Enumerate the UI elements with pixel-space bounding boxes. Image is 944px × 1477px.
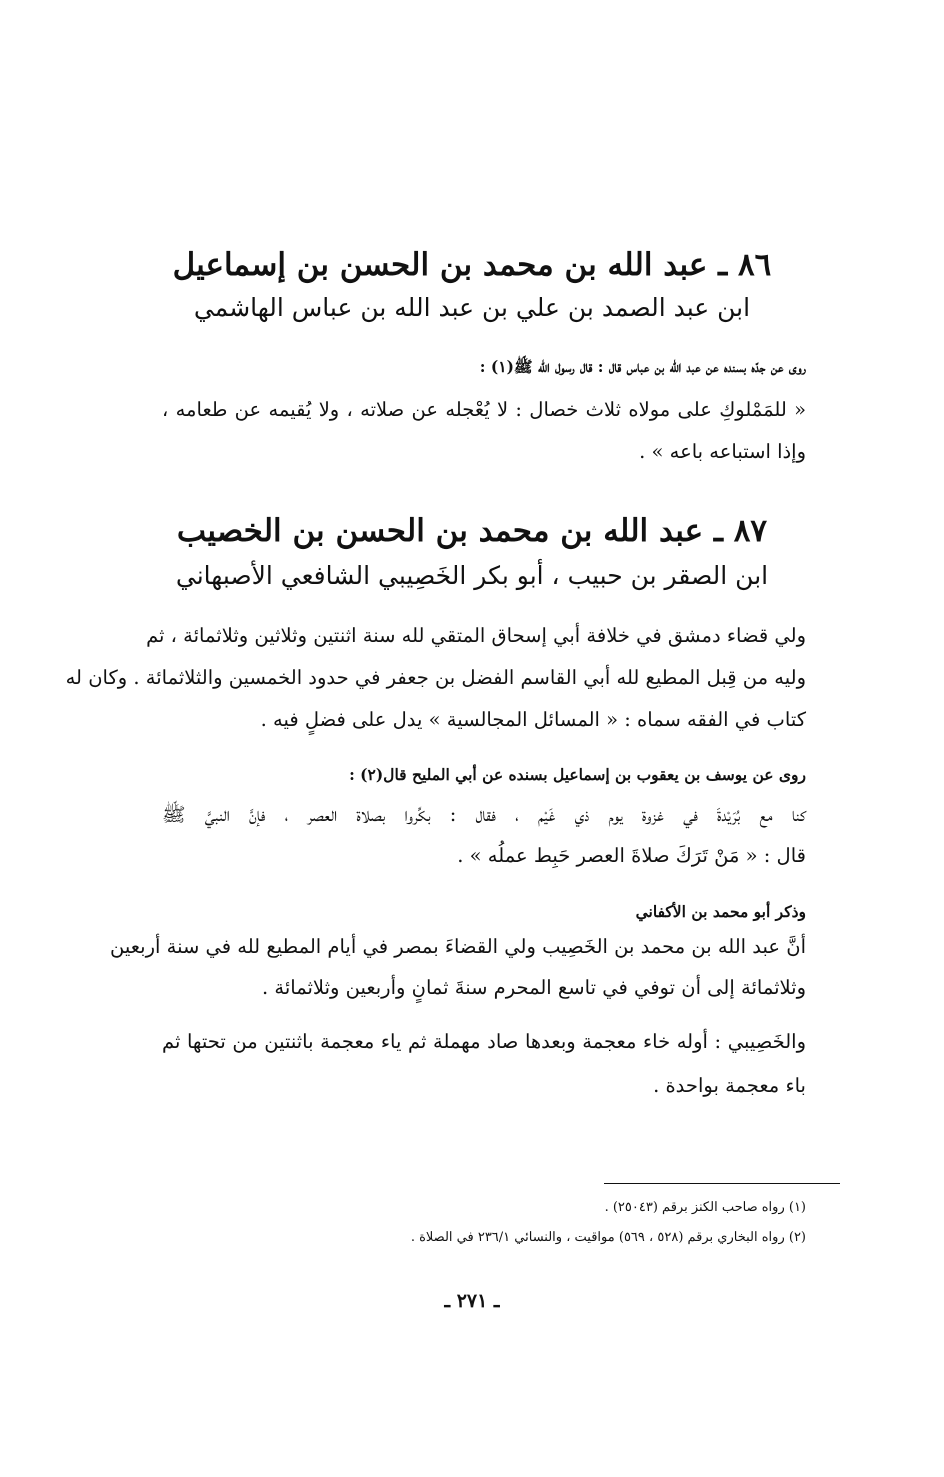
entry-87-akfani-line-1: أنَّ عبد الله بن محمد بن الخَصِيب ولي القضاءَ بمصر في أيام المطيع لله في سنة أربعين (110, 935, 806, 958)
entry-86-hadith-line-1: « للمَمْلوكِ على مولاه ثلاث خصال : لا يُعْجله عن صلاته ، ولا يُقيمه عن طعامه ، (162, 398, 806, 421)
entry-86-lineage: ابن عبد الصمد بن علي بن عبد الله بن عباس الهاشمي (193, 293, 751, 322)
entry-87-isnad: روى عن يوسف بن يعقوب بن إسماعيل بسنده عن أبي المليح قال(٢) : (349, 765, 806, 784)
footnote-divider (604, 1183, 840, 1184)
page-number: ـ ٢٧١ ـ (444, 1290, 500, 1312)
footnote-2: (٢) رواه البخاري برقم (٥٢٨ ، ٥٦٩) مواقيت ، والنسائي ٢٣٦/١ في الصلاة . (410, 1230, 806, 1245)
entry-87-akfani-line-2: وثلاثمائة إلى أن توفي في تاسع المحرم سنةَ ثمانٍ وأربعين وثلاثمائة . (262, 976, 806, 999)
entry-87-intro-line-3: كتاب في الفقه سماه : « المسائل المجالسية » يدل على فضلٍ فيه . (260, 708, 806, 731)
entry-86-isnad: روى عن جدّه بسنده عن عبد الله بن عباس قال : قال رسول الله ﷺ(١) : (479, 357, 806, 376)
entry-87-akfani-lead: وذكر أبو محمد بن الأكفاني (635, 902, 806, 921)
entry-86-title: ٨٦ ـ عبد الله بن محمد بن الحسن بن إسماعيل (172, 247, 772, 283)
entry-87-intro-line-1: ولي قضاء دمشق في خلافة أبي إسحاق المتقي لله سنة اثنتين وثلاثين وثلاثمائة ، ثم (146, 624, 806, 647)
entry-87-naming-line-2: باء معجمة بواحدة . (653, 1074, 806, 1097)
entry-86-hadith-line-2: وإذا استباعه باعه » . (639, 440, 806, 463)
entry-87-title: ٨٧ ـ عبد الله بن محمد بن الحسن بن الخصيب (176, 513, 768, 549)
footnote-1: (١) رواه صاحب الكنز برقم (٢٥٠٤٣) . (604, 1200, 806, 1215)
entry-87-naming-line-1: والخَصِيبي : أوله خاء معجمة وبعدها صاد مهملة ثم ياء معجمة باثنتين من تحتها ثم (162, 1030, 806, 1053)
entry-87-lineage: ابن الصقر بن حبيب ، أبو بكر الخَصِيبي الشافعي الأصبهاني (175, 561, 769, 590)
entry-87-hadith-line-2: قال : « مَنْ تَرَكَ صلاةَ العصر حَبِط عملُه » . (457, 844, 806, 867)
entry-87-hadith-line-1: كنا مع بُرَيْدةَ في غزوة يوم ذي غَيْم ، فقال : بكِّروا بصلاة العصر ، فإنَّ النبيَّ ﷺ (162, 803, 806, 826)
entry-87-intro-line-2: وليه من قِبل المطيع لله أبي القاسم الفضل بن جعفر في حدود الخمسين والثلاثمائة . وكان له (65, 666, 806, 689)
